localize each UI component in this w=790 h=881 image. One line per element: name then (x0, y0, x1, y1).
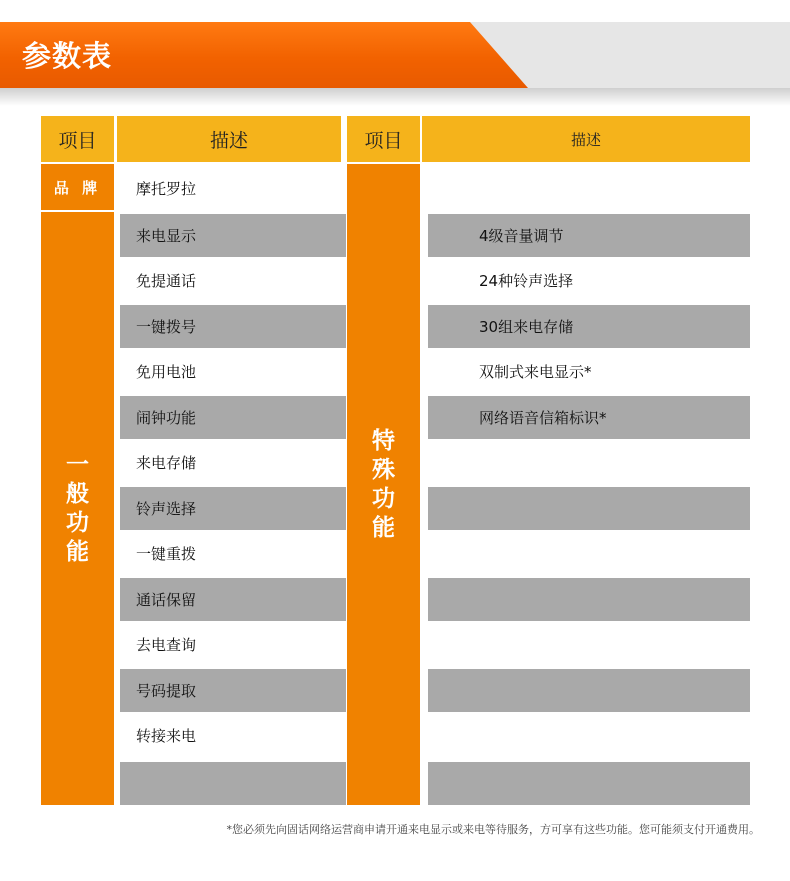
header-desc-right: 描述 (422, 116, 750, 162)
special-function-row (428, 441, 750, 484)
special-function-row (428, 714, 750, 757)
general-function-row: 来电显示 (120, 214, 346, 257)
general-function-row: 转接来电 (136, 727, 197, 745)
footnote: *您必须先向固话网络运营商申请开通来电显示或来电等待服务，方可享有这些功能。您可能须支付开通费用。 (226, 823, 760, 836)
general-function-row: 一键拨号 (120, 305, 346, 348)
special-function-row: 双制式来电显示* (479, 363, 592, 381)
special-function-row: 4级音量调节 (428, 214, 750, 257)
general-function-row: 来电存储 (136, 454, 197, 472)
general-function-row: 去电查询 (136, 636, 197, 654)
special-function-row (428, 487, 750, 530)
brand-value: 摩托罗拉 (136, 180, 197, 198)
general-function-row: 免用电池 (136, 363, 197, 381)
special-function-row: 24种铃声选择 (479, 272, 574, 290)
special-function-row (428, 578, 750, 621)
general-function-row: 通话保留 (120, 578, 346, 621)
header-item-left: 项目 (41, 116, 114, 162)
general-function-row: 铃声选择 (120, 487, 346, 530)
page-title: 参数表 (22, 39, 113, 73)
title-banner (0, 22, 790, 88)
brand-label: 品 牌 (41, 164, 114, 210)
general-function-row: 号码提取 (120, 669, 346, 712)
special-function-row: 网络语音信箱标识* (428, 396, 750, 439)
special-functions-label: 特殊功能 (347, 164, 420, 805)
header-item-right: 项目 (347, 116, 420, 162)
special-function-row (428, 167, 750, 210)
special-function-row (428, 762, 750, 805)
general-function-row: 一键重拨 (136, 545, 197, 563)
special-function-row: 30组来电存储 (428, 305, 750, 348)
banner-shadow (0, 88, 790, 106)
general-function-row (120, 762, 346, 805)
general-function-row: 免提通话 (136, 272, 197, 290)
special-function-row (428, 532, 750, 575)
header-desc-left: 描述 (117, 116, 341, 162)
special-function-row (428, 623, 750, 666)
special-function-row (428, 669, 750, 712)
general-function-row: 闹钟功能 (120, 396, 346, 439)
general-functions-label: 一般功能 (41, 212, 114, 805)
